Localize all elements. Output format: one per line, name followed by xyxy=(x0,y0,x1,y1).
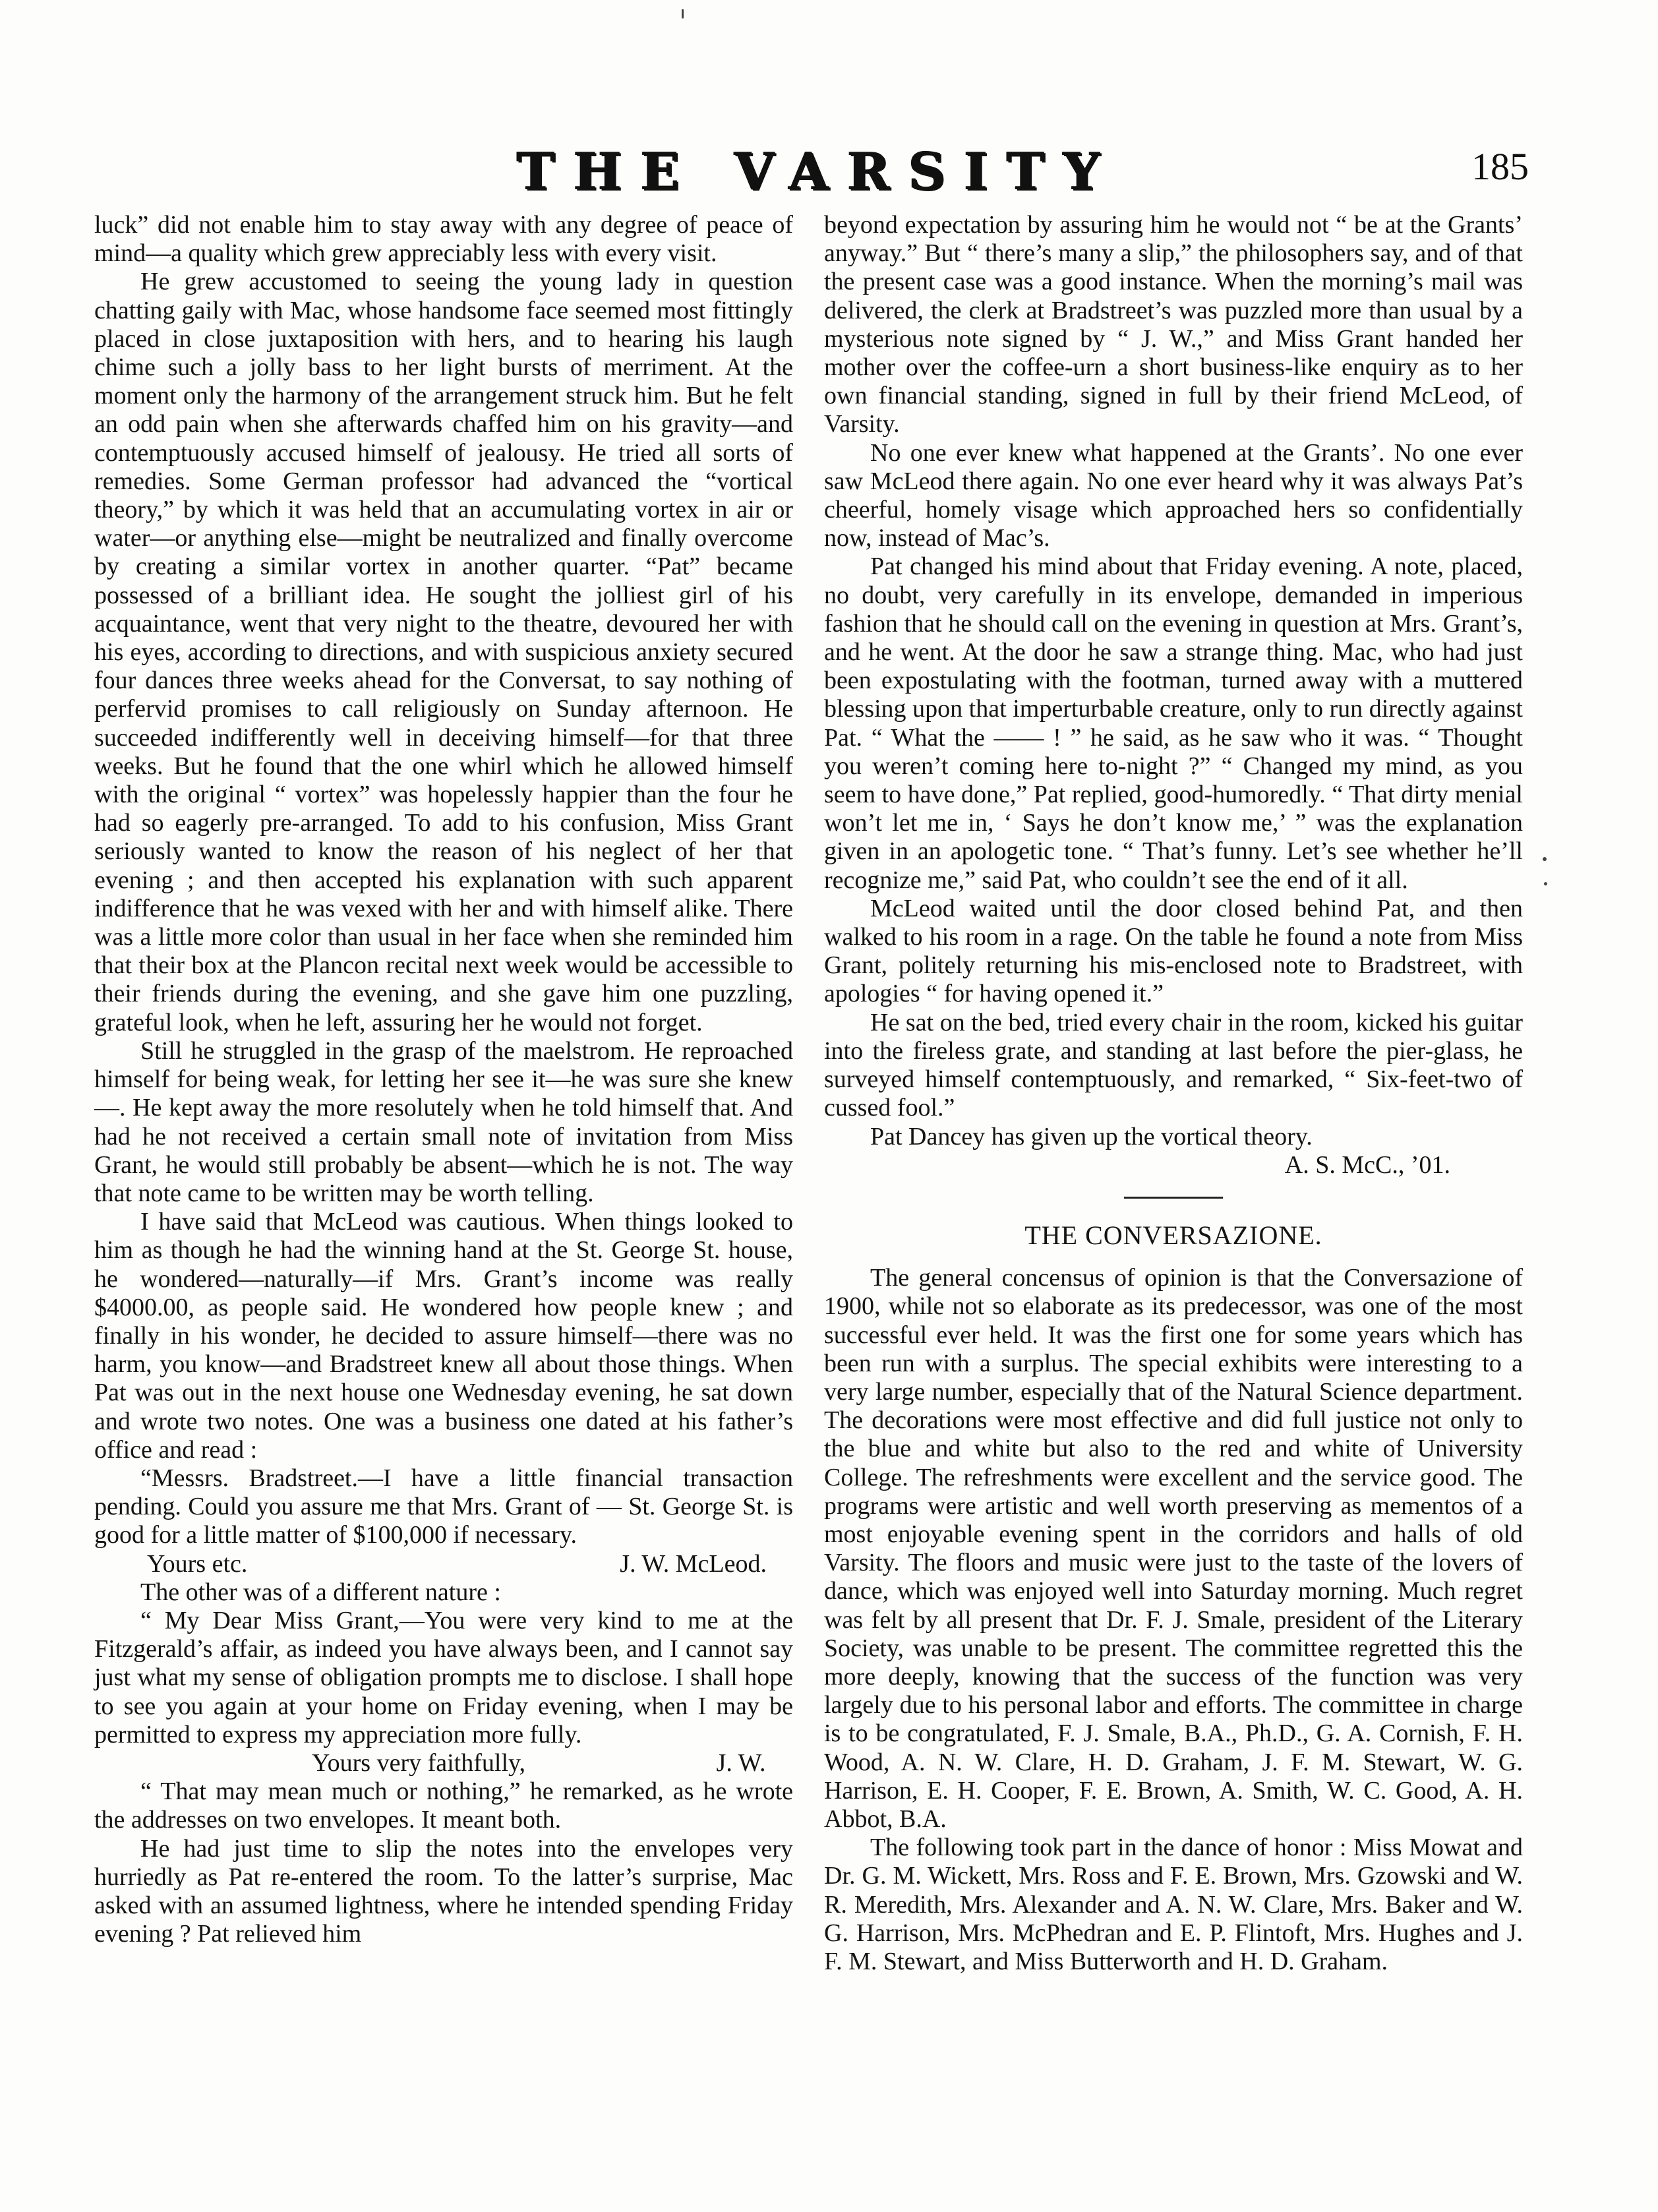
publication-title: THE VARSITY xyxy=(516,142,1119,202)
paragraph: I have said that McLeod was cautious. When things looked to him as though he had the winning hand at the St. George St. house, he wondered—naturally—if Mrs. Grant’s income was really $4000.00, as people said. He wondered how people knew ; and finally in his wonder, he decided to assure himself—there was no harm, you know—and Bradstreet knew all about those things. When Pat was out in the next house one Wednesday evening, he sat down and wrote two notes. One was a business one dated at his father’s office and read : xyxy=(94,1208,793,1464)
section-divider xyxy=(1124,1197,1223,1199)
letter-bradstreet: “Messrs. Bradstreet.—I have a little financial transaction pending. Could you assure me that Mrs. Grant of — St. George St. is good for a little matter of $100,000 if necessary. xyxy=(94,1464,793,1549)
paragraph: Pat changed his mind about that Friday evening. A note, placed, no doubt, very carefully in its envelope, demanded in imperious fashion that he should call on the evening in question at Mrs. Grant’s, and he went. At the door he saw a strange thing. Mac, who had just been expostulating with the footman, turned away with a muttered blessing upon that imperturbable creature, only to run directly against Pat. “ What the —— ! ” he said, as he saw who it was. “ Thought you weren’t coming here to-night ?” “ Changed my mind, as you seem to have done,” Pat replied, good-humoredly. “ That dirty menial won’t let me in, ‘ Says he don’t know me,’ ” was the explanation given in an apologetic tone. “ That’s funny. Let’s see whether he’ll recognize me,” said Pat, who couldn’t see the end of it all. xyxy=(824,553,1523,894)
letter-closing: Yours very faithfully, xyxy=(312,1749,526,1777)
paragraph: beyond expectation by assuring him he would not “ be at the Grants’ anyway.” But “ there’s many a slip,” the philosophers say, and of that the present case was a good instance. When the morning’s mail was delivered, the clerk at Bradstreet’s was puzzled more than usual by a mysterious note signed by “ J. W.,” and Miss Grant handed her mother over the coffee-urn a short business-like enquiry as to her own financial standing, signed in full by their friend McLeod, of Varsity. xyxy=(824,211,1523,438)
paragraph: The following took part in the dance of honor : Miss Mowat and Dr. G. M. Wickett, Mrs. Ross and F. E. Brown, Mrs. Gzowski and W. R. Meredith, Mrs. Alexander and A. N. W. Clare, Mrs. Baker and W. G. Harrison, Mrs. McPhedran and E. P. Flintoft, Mrs. Hughes and J. F. M. Stewart, and Miss Butterworth and H. D. Graham. xyxy=(824,1834,1523,1975)
paragraph: luck” did not enable him to stay away with any degree of peace of mind—a quality which grew appreciably less with every visit. xyxy=(94,211,793,268)
left-column xyxy=(94,211,793,1948)
paragraph: McLeod waited until the door closed behind Pat, and then walked to his room in a rage. On the table he found a note from Miss Grant, politely returning his mis-enclosed note to Bradstreet, with apologies “ for having opened it.” xyxy=(824,894,1523,1008)
masthead xyxy=(0,142,1658,201)
paragraph: The general concensus of opinion is that the Conversazione of 1900, while not so elaborate as its predecessor, was one of the most successful ever held. It was the first one for some years which has been run with a surplus. The special exhibits were interesting to a very large number, especially that of the Natural Science department. The decorations were most effective and did full justice not only to the blue and white but also to the red and white of University College. The refreshments were excellent and the service good. The programs were artistic and well worth preserving as mementos of a most enjoyable evening spent in the corridors and halls of old Varsity. The floors and music were just to the taste of the lovers of dance, which was enjoyed well into Saturday morning. Much regret was felt by all present that Dr. F. J. Smale, president of the Literary Society, was unable to be present. The committee regretted this the more deeply, knowing that the success of the function was very largely due to his personal labor and efforts. The committee in charge is to be congratulated, F. J. Smale, B.A., Ph.D., G. A. Cornish, F. H. Wood, A. N. W. Clare, H. D. Graham, J. F. M. Stewart, W. G. Harrison, E. H. Cooper, F. E. Brown, A. Smith, W. C. Good, A. H. Abbot, B.A. xyxy=(824,1264,1523,1833)
paragraph: No one ever knew what happened at the Grants’. No one ever saw McLeod there again. No one ever heard why it was always Pat’s cheerful, homely visage which approached hers so confidentially now, instead of Mac’s. xyxy=(824,438,1523,553)
paragraph: Pat Dancey has given up the vortical theory. xyxy=(870,1122,1313,1151)
story-byline: A. S. McC., ’01. xyxy=(1284,1151,1450,1179)
paragraph: He had just time to slip the notes into the envelopes very hurriedly as Pat re-entered the room. To the latter’s surprise, Mac asked with an assumed lightness, where he intended spending Friday evening ? Pat relieved him xyxy=(94,1834,793,1948)
letter-closing: Yours etc. xyxy=(147,1549,248,1578)
section-heading: THE CONVERSAZIONE. xyxy=(1024,1220,1322,1250)
letter-signature: J. W. McLeod. xyxy=(620,1549,767,1578)
right-column xyxy=(824,211,1523,1976)
paragraph: He sat on the bed, tried every chair in the room, kicked his guitar into the fireless grate, and standing at last before the pier-glass, he surveyed himself contemptuously, and remarked, “ Six-feet-two of cussed fool.” xyxy=(824,1008,1523,1122)
letter-miss-grant: “ My Dear Miss Grant,—You were very kind to me at the Fitzgerald’s affair, as indeed you have always been, and I cannot say just what my sense of obligation prompts me to disclose. I shall hope to see you again at your home on Friday evening, when I may be permitted to express my appreciation more fully. xyxy=(94,1606,793,1749)
page-number: 185 xyxy=(1471,145,1529,188)
paragraph: He grew accustomed to seeing the young lady in question chatting gaily with Mac, whose handsome face seemed most fittingly placed in close juxtaposition with hers, and to hearing his laugh chime such a jolly bass to her light bursts of merriment. At the moment only the harmony of the arrangement struck him. But he felt an odd pain when she afterwards chaffed him on his gravity—and contemptuously accused himself of jealousy. He tried all sorts of remedies. Some German professor had advanced the “vortical theory,” by which it was held that an accumulating vortex in air or water—or anything else—might be neutralized and finally overcome by creating a similar vortex in another quarter. “Pat” became possessed of a brilliant idea. He sought the jolliest girl of his acquaintance, went that very night to the theatre, devoured her with his eyes, according to directions, and with suspicious anxiety secured four dances three weeks ahead for the Conversat, to say nothing of perfervid promises to call religiously on Sunday afternoon. He succeeded indifferently well in deceiving himself—for that three weeks. But he found that the one whirl which he allowed himself with the original “ vortex” was hopelessly happier than the four he had so eagerly pre-arranged. To add to his confusion, Miss Grant seriously wanted to know the reason of his neglect of her that evening ; and then accepted his explanation with such apparent indifference that he was vexed with her and with himself alike. There was a little more color than usual in her face when she reminded him that their box at the Plancon recital next week would be accessible to their friends during the evening, and she gave him one puzzling, grateful look, when he left, assuring her he would not forget. xyxy=(94,268,793,1036)
margin-speck xyxy=(1543,857,1547,861)
paragraph: The other was of a different nature : xyxy=(140,1578,501,1606)
letter-signature: J. W. xyxy=(716,1749,766,1777)
letter-miss-grant-signature xyxy=(94,1749,793,1778)
margin-speck xyxy=(1544,882,1547,885)
margin-speck xyxy=(682,9,684,18)
paragraph: “ That may mean much or nothing,” he remarked, as he wrote the addresses on two envelopes. It meant both. xyxy=(94,1778,793,1834)
letter-bradstreet-signature xyxy=(94,1550,793,1578)
paragraph: Still he struggled in the grasp of the maelstrom. He reproached himself for being weak, for letting her see it—he was sure she knew—. He kept away the more resolutely when he told himself that. And had he not received a certain small note of invitation from Miss Grant, he would still probably be absent—which he is not. The way that note came to be written may be worth telling. xyxy=(94,1036,793,1207)
